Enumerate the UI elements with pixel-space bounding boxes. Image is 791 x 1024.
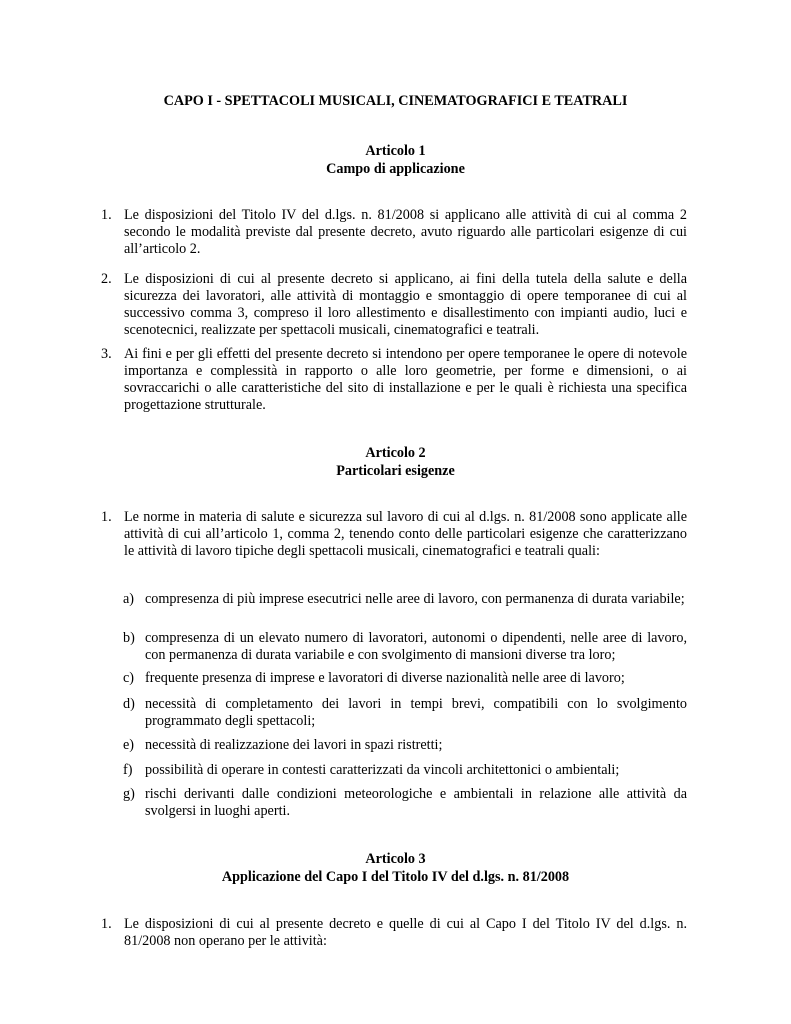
subitem-letter: g) [123, 786, 135, 802]
article-2-subitem-a [123, 591, 687, 608]
article-2-item-1 [101, 509, 687, 560]
subitem-text: compresenza di un elevato numero di lavoratori, autonomi o dipendenti, nelle aree di lavoro, con permanenza di durata variabile e con svolgimento di mansioni diverse tra loro; [145, 630, 687, 663]
subitem-text: necessità di realizzazione dei lavori in spazi ristretti; [145, 737, 443, 753]
article-2-subitem-b [123, 630, 687, 664]
article-2-subitem-e [123, 737, 687, 754]
article-1-item-2 [101, 271, 687, 339]
item-number: 2. [101, 271, 112, 287]
subitem-text: rischi derivanti dalle condizioni meteorologiche e ambientali in relazione alle attività da svolgersi in luoghi aperti. [145, 786, 687, 819]
article-1-title: Campo di applicazione [326, 161, 465, 177]
article-2-subitem-f [123, 762, 687, 779]
subitem-letter: a) [123, 591, 135, 607]
subitem-letter: d) [123, 696, 135, 712]
article-2-subitem-g [123, 786, 687, 820]
item-text: Le disposizioni di cui al presente decreto e quelle di cui al Capo I del Titolo IV del d.lgs. n. 81/2008 non operano per le attività: [124, 916, 687, 949]
article-3-item-1 [101, 916, 687, 950]
article-3-title: Applicazione del Capo I del Titolo IV del d.lgs. n. 81/2008 [221, 869, 570, 885]
item-number: 1. [101, 207, 112, 223]
item-text: Le disposizioni del Titolo IV del d.lgs. n. 81/2008 si applicano alle attività di cui al comma 2 secondo le modalità previste dal presente decreto, avuto riguardo alle particolari esigenze di cui all’articolo 2. [124, 207, 687, 257]
article-2-title: Particolari esigenze [336, 463, 455, 479]
subitem-letter: c) [123, 670, 135, 686]
item-number: 1. [101, 916, 112, 932]
article-1-item-3 [101, 346, 687, 414]
article-3-heading [0, 850, 791, 886]
subitem-letter: e) [123, 737, 135, 753]
article-2-subitem-d [123, 696, 687, 730]
article-2-heading [0, 444, 791, 480]
article-2-subitem-c [123, 670, 687, 687]
item-text: Ai fini e per gli effetti del presente decreto si intendono per opere temporanee le opere di notevole importanza e complessità in rapporto o alle loro geometrie, per forme e dimensioni, o ai sovraccarichi o alle caratteristiche del sito di installazione e per le quali è richiesta una specifica progettazione strutturale. [124, 346, 687, 413]
subitem-letter: f) [123, 762, 133, 778]
subitem-text: possibilità di operare in contesti caratterizzati da vincoli architettonici o ambientali; [145, 762, 620, 778]
item-number: 1. [101, 509, 112, 525]
subitem-text: compresenza di più imprese esecutrici nelle aree di lavoro, con permanenza di durata variabile; [145, 591, 685, 607]
subitem-text: frequente presenza di imprese e lavoratori di diverse nazionalità nelle aree di lavoro; [145, 670, 625, 686]
article-1-item-1 [101, 207, 687, 258]
chapter-title: CAPO I - SPETTACOLI MUSICALI, CINEMATOGRAFICI E TEATRALI [163, 93, 628, 109]
article-1-number: Articolo 1 [365, 143, 426, 159]
item-text: Le norme in materia di salute e sicurezza sul lavoro di cui al d.lgs. n. 81/2008 sono applicate alle attività di cui all’articolo 1, comma 2, tenendo conto delle particolari esigenze che caratterizzano le attività di lavoro tipiche degli spettacoli musicali, cinematografici e teatrali quali: [124, 509, 687, 559]
article-2-number: Articolo 2 [365, 445, 426, 461]
item-number: 3. [101, 346, 112, 362]
article-3-number: Articolo 3 [365, 851, 426, 867]
subitem-letter: b) [123, 630, 135, 646]
subitem-text: necessità di completamento dei lavori in tempi brevi, compatibili con lo svolgimento programmato degli spettacoli; [145, 696, 687, 729]
item-text: Le disposizioni di cui al presente decreto si applicano, ai fini della tutela della salute e della sicurezza dei lavoratori, alle attività di montaggio e smontaggio di opere temporanee di cui al successivo comma 3, compreso il loro allestimento e disallestimento con impianti audio, luci e scenotecnici, realizzate per spettacoli musicali, cinematografici e teatrali. [124, 271, 687, 338]
article-1-heading [0, 142, 791, 178]
